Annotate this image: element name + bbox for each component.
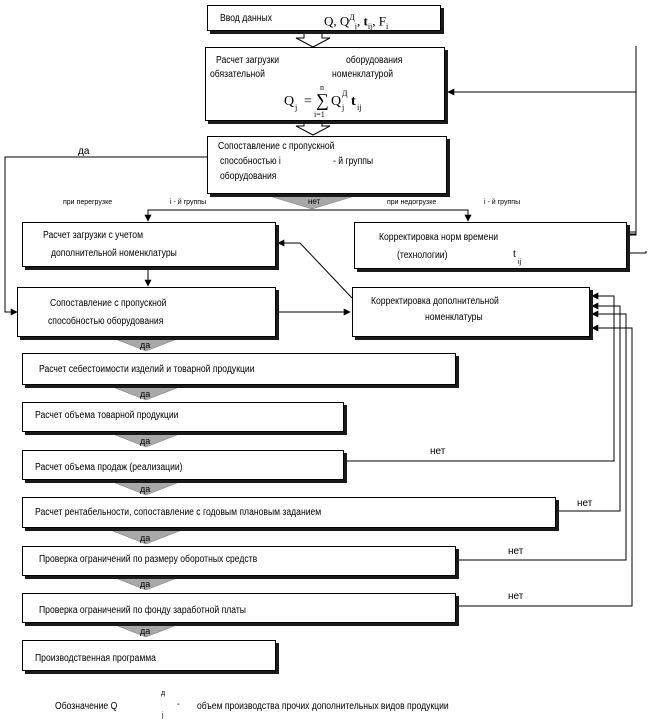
volume-label: Расчет объема товарной продукции — [35, 410, 179, 421]
compare-capacity-box — [17, 287, 276, 337]
profit-label: Расчет рентабельности, сопоставление с годовым плановым заданием — [35, 507, 322, 518]
adjust-norms-t-sub: ij — [518, 259, 522, 266]
footnote — [55, 686, 475, 720]
adjust-extra-box — [352, 287, 590, 337]
norms-feedback-arrow — [448, 92, 636, 234]
underload-label: при недогрузке — [387, 199, 437, 206]
yes-top-label: да — [78, 146, 90, 157]
calc-load-line2b: номенклатурой — [332, 69, 394, 80]
sales-box — [22, 450, 344, 480]
capital-label: Проверка ограничений по размеру оборотных средств — [39, 554, 258, 565]
group2-label: i - й группы — [484, 199, 521, 206]
compare-capacity-line2: способностью оборудования — [48, 316, 164, 327]
capital-box — [22, 546, 456, 576]
calc-extra-line2: дополнительной номенклатуры — [51, 248, 177, 259]
cost-label: Расчет себестоимости изделий и товарной продукции — [39, 364, 255, 375]
yes-label-2: да — [140, 389, 151, 399]
no-loop-wage — [457, 328, 632, 606]
profit-box — [22, 497, 556, 528]
no-mid-label: нет — [308, 197, 321, 206]
input-label: Ввод данных — [220, 13, 273, 24]
yes-label-4: да — [140, 484, 151, 494]
adjust-extra-line1: Корректировка дополнительной — [371, 296, 499, 307]
no-label-sales: нет — [430, 446, 446, 457]
compare-group-line2b: - й группы — [333, 156, 374, 167]
wage-box — [22, 593, 456, 623]
compare-group-line1: Сопоставление с пропускной — [218, 141, 335, 152]
calc-extra-box — [22, 222, 276, 267]
adjust-norms-line1: Корректировка норм времени — [379, 232, 499, 243]
adjust-norms-box — [354, 222, 627, 269]
yes-label-3: да — [140, 436, 151, 446]
yes-label-7: да — [140, 626, 151, 636]
calc-load-line1a: Расчет загрузки — [216, 55, 280, 66]
load-formula: Q j = ∑ n i=1 Q Д j t ij — [284, 83, 362, 119]
sales-label: Расчет объема продаж (реализации) — [35, 462, 183, 473]
compare-group-box — [207, 136, 447, 194]
footnote-dash: - — [177, 699, 180, 710]
no-label-profit: нет — [577, 498, 593, 509]
input-data-box — [207, 5, 441, 31]
calc-load-box — [205, 47, 445, 121]
footnote-sup: д — [161, 690, 166, 697]
cost-box — [22, 353, 456, 385]
yes-label-5: да — [140, 533, 151, 543]
wage-label: Проверка ограничений по фонду заработной платы — [39, 605, 246, 616]
yes-label-6: да — [140, 579, 151, 589]
split-line — [148, 210, 468, 221]
footnote-sub: j — [162, 712, 164, 719]
compare-capacity-line1: Сопоставление с пропускной — [50, 298, 167, 309]
adjust-norms-line2: (технологии) — [397, 250, 448, 261]
compare-group-line3: оборудования — [220, 171, 277, 182]
input-formula: Q, $Q^Д_j$, $t_{ij}$, $F_i$ — [324, 13, 389, 31]
group1-label: i - й группы — [170, 199, 207, 206]
calc-extra-line1: Расчет загрузки с учетом — [43, 230, 144, 241]
no-label-wage: нет — [508, 591, 524, 602]
footnote-text: объем производства прочих дополнительных видов продукции — [197, 701, 449, 712]
calc-load-line1b: оборудования — [346, 55, 403, 66]
footnote-prefix: Обозначение Q — [55, 701, 118, 712]
no-label-capital: нет — [508, 546, 524, 557]
calc-load-line2a: обязательной — [210, 69, 265, 80]
compare-group-line2a: способностью i — [220, 156, 281, 167]
program-box — [22, 640, 276, 671]
overload-label: при перегрузке — [63, 199, 113, 206]
adjust-norms-t: t — [513, 249, 516, 260]
volume-box — [22, 402, 344, 432]
program-label: Производственная программа — [35, 653, 156, 664]
adjust-extra-line2: номенклатуры — [425, 312, 483, 323]
yes-label-1: да — [140, 340, 151, 350]
